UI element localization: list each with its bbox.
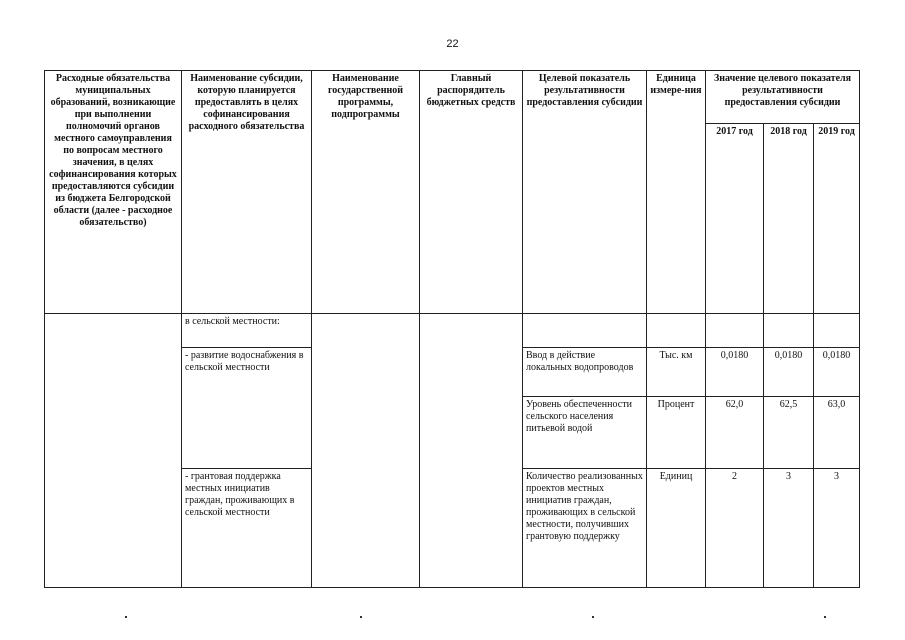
value-cell: 2 (706, 469, 764, 588)
header-target-indicator: Целевой показатель результативности предоставления субсидии (523, 71, 647, 314)
header-obligations: Расходные обязательства муниципальных образований, возникающие при выполнении полномочий органов местного самоуправления по вопросам местного значения, в целях софинансирования которых предоставляются субсидии из бюджета Белгородской области (далее - расходное обязательство) (45, 71, 182, 314)
subsidy-cell: - развитие водоснабжения в сельской местности (182, 348, 312, 469)
header-year-2018: 2018 год (764, 124, 814, 314)
value-cell: 3 (814, 469, 860, 588)
indicator-cell: Количество реализованных проектов местных инициатив граждан, проживающих в сельской местности, получивших грантовую поддержку (523, 469, 647, 588)
indicator-cell (523, 314, 647, 348)
header-target-value: Значение целевого показателя результативности предоставления субсидии (706, 71, 860, 124)
unit-cell (647, 314, 706, 348)
header-year-2017: 2017 год (706, 124, 764, 314)
unit-cell: Тыс. км (647, 348, 706, 397)
value-cell: 63,0 (814, 397, 860, 469)
value-cell: 3 (764, 469, 814, 588)
scan-dot (592, 616, 594, 618)
indicator-cell: Ввод в действие локальных водопроводов (523, 348, 647, 397)
obligation-cell (45, 314, 182, 588)
value-cell: 0,0180 (706, 348, 764, 397)
indicator-cell: Уровень обеспеченности сельского населения питьевой водой (523, 397, 647, 469)
subsidy-table (44, 70, 860, 588)
header-row (45, 71, 860, 124)
value-cell (814, 314, 860, 348)
table-row (45, 314, 860, 348)
value-cell: 0,0180 (764, 348, 814, 397)
value-cell: 62,0 (706, 397, 764, 469)
header-year-2019: 2019 год (814, 124, 860, 314)
budget-manager-cell (420, 314, 523, 588)
value-cell: 0,0180 (814, 348, 860, 397)
unit-cell: Процент (647, 397, 706, 469)
header-subsidy-name: Наименование субсидии, которую планируется предоставлять в целях софинансирования расходного обязательства (182, 71, 312, 314)
value-cell (764, 314, 814, 348)
unit-cell: Единиц (647, 469, 706, 588)
subsidy-cell: - грантовая поддержка местных инициатив граждан, проживающих в сельской местности (182, 469, 312, 588)
scan-dot (125, 616, 127, 618)
header-budget-manager: Главный распорядитель бюджетных средств (420, 71, 523, 314)
scan-dot (824, 616, 826, 618)
subsidy-cell: в сельской местности: (182, 314, 312, 348)
scan-dot (360, 616, 362, 618)
program-cell (312, 314, 420, 588)
scan-dots (0, 616, 905, 626)
header-program: Наименование государственной программы, подпрограммы (312, 71, 420, 314)
page-number: 22 (446, 38, 459, 50)
value-cell (706, 314, 764, 348)
value-cell: 62,5 (764, 397, 814, 469)
header-unit: Единица измере-ния (647, 71, 706, 314)
